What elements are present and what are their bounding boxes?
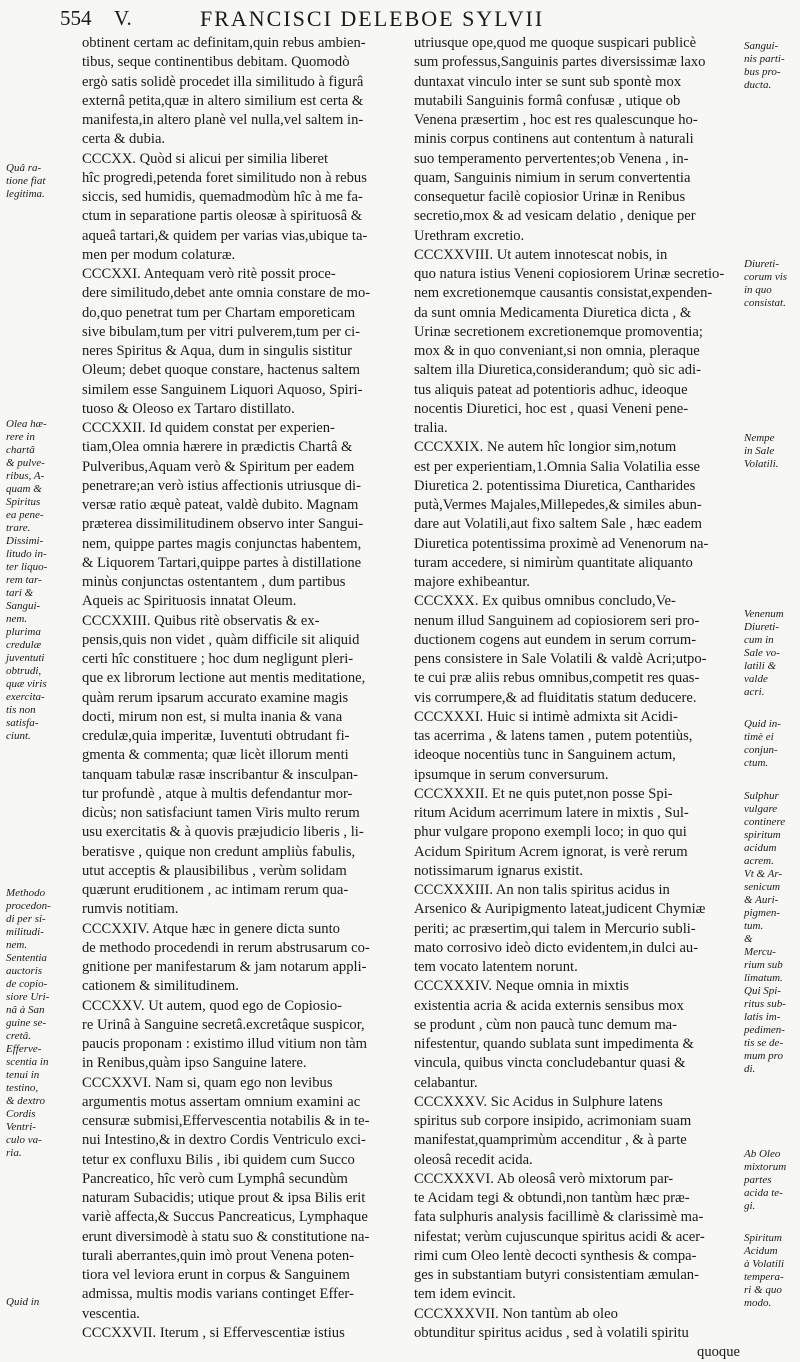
text-line: dere similitudo,debet ante omnia constare de mo- <box>82 285 371 302</box>
margin-note-line: in quo <box>744 284 772 296</box>
text-line: putà,Vermes Majales,Millepedes,& similes abun- <box>414 497 702 513</box>
margin-note-line: tis non <box>6 704 36 716</box>
text-line: Arsenico & Auripigmento lateat,judicent Chymiæ <box>414 901 706 918</box>
margin-note-line: Nempe <box>744 432 775 444</box>
margin-note-line: acida te- <box>744 1187 783 1199</box>
text-line: tas acerrima , & latens tamen , putem potentiùs, <box>414 728 693 744</box>
text-line: sum professus,Sanguinis partes diversissimæ laxo <box>414 54 706 71</box>
margin-note-line: cum in <box>744 634 774 646</box>
text-line: beratisve , quique non credunt ampliùs fabulis, <box>82 843 356 860</box>
margin-note-line: timè ei <box>744 731 774 743</box>
margin-note-line: Sangui- <box>744 40 779 52</box>
text-line: in Renibus,quàm ipso Sanguine latere. <box>82 1055 307 1072</box>
text-line: CCCXXXVII. Non tantùm ab oleo <box>414 1305 618 1322</box>
header-mark: V. <box>114 6 132 30</box>
text-line: majore exhibeantur. <box>414 574 530 590</box>
text-line: Urethram excretio. <box>414 227 525 244</box>
text-line: vis corrumpere,& ad fluiditatis statum deducere. <box>414 689 697 706</box>
margin-note-line: ctum. <box>744 757 769 769</box>
text-line: fata sulphuris analysis facillimè & clarissimè ma- <box>414 1209 704 1226</box>
text-line: existentia acria & acida externis sensibus mox <box>414 997 684 1014</box>
text-line: CCCXXXIV. Neque omnia in mixtis <box>414 978 629 995</box>
text-line: pens consistere in Sale Volatili & valdè Acri;utpo- <box>414 651 707 667</box>
text-line: utriusque ope,quod me quoque suspicari publicè <box>414 35 697 51</box>
text-line: variè affecta,& Succus Pancreaticus, Lymphaque <box>82 1209 368 1226</box>
text-line: CCCXXVIII. Ut autem innotescat nobis, in <box>414 246 668 263</box>
margin-note-line: ri & quo <box>744 1284 782 1296</box>
text-line: tetur ex confluxu Bilis , ibi quidem cum Succo <box>82 1151 355 1168</box>
margin-note-line: Quâ ra- <box>6 162 42 174</box>
margin-note-line: mum pro <box>744 1050 784 1062</box>
text-line: dare aut Volatili,aut fixo saltem Sale , hæc eadem <box>414 516 703 533</box>
margin-note-line: nem. <box>6 939 28 951</box>
text-line: tibus, seque continentibus debitam. Quomodò <box>82 54 350 71</box>
text-line: docti, mirum non est, si multa inania & vana <box>82 708 343 725</box>
margin-note-line: tum. <box>744 920 764 932</box>
text-line: siccis, sed humidis, quemadmodùm hîc à me fa- <box>82 189 363 205</box>
right-margin-note <box>744 1148 798 1213</box>
margin-note-line: Qui Spi- <box>744 985 781 997</box>
text-line: te cui præ aliis rebus omnibus,competit res quas- <box>414 670 700 687</box>
text-line: nenum illud Sanguinem ad copiosiorem seri pro- <box>414 612 700 629</box>
margin-note-line: litudo in- <box>6 548 47 560</box>
text-line: obtinent certam ac definitam,quin rebus ambien- <box>82 35 366 51</box>
margin-note-line: Ab Oleo <box>744 1148 781 1160</box>
text-line: minis corpus continens aut contentum à naturali <box>414 131 694 148</box>
text-line: nifestentur, quando sublata sunt impedimenta & <box>414 1036 694 1052</box>
text-line: paucis proponam : existimo illud vitium non tàm <box>82 1036 367 1052</box>
margin-note-line: cretâ. <box>6 1030 31 1042</box>
text-line: & Liquorem Tartari,quippe partes à distillatione <box>82 554 362 571</box>
text-line: tem idem evincit. <box>414 1286 516 1303</box>
text-line: sive bibulam,tum per vitri pulverem,tum per ci- <box>82 323 361 340</box>
right-margin-note <box>744 868 798 1076</box>
margin-note-line: juventuti <box>6 652 45 664</box>
text-line: credulæ,quia imperitæ, Iuventuti obtrudant fi- <box>82 728 350 744</box>
text-line: ideoque nocentiùs tunc in Sanguinem actum, <box>414 747 676 764</box>
text-line: hîc progredi,petenda foret similitudo non à rebus <box>82 169 367 186</box>
text-line: que ex librorum lectione aut mentis meditatione, <box>82 670 366 687</box>
margin-note-line: trare. <box>6 522 31 534</box>
margin-note-line: acrem. <box>744 855 774 867</box>
margin-note-line: tis se de- <box>744 1037 784 1049</box>
text-line: Oleum; debet quoque constare, hactenus saltem <box>82 362 361 379</box>
text-line: CCCXX. Quòd si alicui per similia liberet <box>82 150 329 167</box>
margin-note-line: bus pro- <box>744 66 781 78</box>
text-line: certi hîc constituere ; hoc dum negligunt pleri- <box>82 651 354 667</box>
text-line: gnitione per manifestarum & jam notarum appli- <box>82 959 367 975</box>
margin-note-line: partes <box>744 1174 772 1186</box>
text-line: rimi cum Oleo lentè decocti synthesis & compa- <box>414 1247 697 1264</box>
text-line: certa & dubia. <box>82 131 166 148</box>
left-margin-note <box>6 887 78 1160</box>
margin-note-line: rium sub <box>744 959 783 971</box>
text-line: CCCXXXVI. Ab oleosâ verò mixtorum par- <box>414 1170 674 1187</box>
text-line: tiam,Olea omnia hærere in prædictis Chartâ & <box>82 439 353 456</box>
text-line: tuoso & Oleoso ex Tartaro distillato. <box>82 400 295 417</box>
margin-note-line: valde <box>744 673 768 685</box>
text-line: CCCXXVI. Nam si, quam ego non levibus <box>82 1074 333 1091</box>
text-line: cationem & similitudinem. <box>82 978 239 995</box>
text-line: Aqueis ac Spirituosis innatat Oleum. <box>82 593 297 610</box>
text-line: se produnt , cùm non paucà tunc demum ma- <box>414 1016 678 1033</box>
text-line: Venena præsertim , hoc est res qualescunque ho- <box>414 112 698 128</box>
margin-note-line: tari & <box>6 587 34 599</box>
text-line: mato corrosivo ideò dicto evidentem,in dulci au- <box>414 939 699 956</box>
margin-note-line: mixtorum <box>744 1161 787 1173</box>
text-line: rumvis notitiam. <box>82 901 179 918</box>
text-line: CCCXXXII. Et ne quis putet,non posse Spi- <box>414 785 673 802</box>
margin-note-line: militudi- <box>6 926 44 938</box>
margin-note-line: Mercu- <box>744 946 776 958</box>
left-margin-note <box>6 418 78 743</box>
text-line: præterea dissimilitudinem observo inter Sangui- <box>82 516 364 533</box>
text-line: tralia. <box>414 420 448 436</box>
margin-note-line: & pulve- <box>6 457 45 469</box>
text-line: oleosâ recedit acida. <box>414 1151 533 1168</box>
text-line: ctum in separatione partis oleosæ à spirituosâ & <box>82 208 363 225</box>
margin-note-line: nem. <box>6 613 28 625</box>
margin-note-line: testino, <box>6 1082 39 1094</box>
right-margin-note <box>744 790 798 868</box>
margin-note-line: Sententia <box>6 952 47 964</box>
margin-note-line: quæ viris <box>6 678 47 690</box>
text-line: secretio,mox & ad vesicam delatio , denique per <box>414 208 696 225</box>
page-number: 554 <box>60 6 92 30</box>
text-line: versæ ratio æquè pateat, valdè dubito. Magnam <box>82 497 359 513</box>
text-line: turali aberrantes,quin imò prout Venena poten- <box>82 1247 355 1264</box>
margin-note-line: Spiritus <box>6 496 41 508</box>
text-line: CCCXXX. Ex quibus omnibus concludo,Ve- <box>414 593 676 610</box>
text-line: duntaxat vinculo inter se sunt sub spontè mox <box>414 73 682 90</box>
text-line: ergò satis solidè procedet illa similitudo à figurâ <box>82 73 364 90</box>
text-line: argumentis motus assertam omnium examini ac <box>82 1093 361 1110</box>
margin-note-line: ria. <box>6 1147 22 1159</box>
margin-note-line: Methodo <box>6 887 46 899</box>
text-line: CCCXXXIII. An non talis spiritus acidus in <box>414 882 670 898</box>
margin-note-line: gi. <box>744 1200 756 1212</box>
margin-note-line: acri. <box>744 686 765 698</box>
margin-note-line: senicum <box>744 881 781 893</box>
text-line: Diuretica 2. potentissima Diuretica, Cantharides <box>414 477 696 494</box>
margin-note-line: Sale vo- <box>744 647 780 659</box>
margin-note-line: Cordis <box>6 1108 36 1120</box>
text-line: tem vocato latentem norunt. <box>414 959 578 975</box>
text-line: dicùs; non satisfaciunt tamen Viris multo rerum <box>82 805 360 821</box>
margin-note-line: limatum. <box>744 972 783 984</box>
text-line: quo natura istius Veneni copiosiorem Urinæ secretio- <box>414 266 725 282</box>
text-line: men per modum colaturæ. <box>82 246 236 263</box>
text-line: tiora vel leviora erunt in corpus & Sanguinem <box>82 1267 350 1283</box>
text-line: est per experientiam,1.Omnia Salia Volatilia esse <box>414 458 700 475</box>
text-line: Acidum Spiritum Acrem ignorat, is verè rerum <box>414 843 688 860</box>
text-line: pensis,quis non videt , quàm difficile sit aliquid <box>82 631 360 648</box>
margin-note-line: Spiritum <box>744 1232 782 1244</box>
margin-note-line: acidum <box>744 842 777 854</box>
margin-note-line: ribus, A- <box>6 470 45 482</box>
text-line: tus aliquis pateat ad potentioris adhuc, ideoque <box>414 381 688 398</box>
margin-note-line: Sangui- <box>6 600 41 612</box>
margin-note-line: consistat. <box>744 297 786 309</box>
margin-note-line: chartâ <box>6 444 35 456</box>
text-line: vescentia. <box>82 1305 140 1322</box>
margin-note-line: credulæ <box>6 639 42 651</box>
margin-note-line: pigmen- <box>744 907 781 919</box>
text-line: aqueâ tartari,& quidem per varias vias,ubique ta- <box>82 227 368 244</box>
text-line: re Urinâ à Sanguine secretâ.excretâque suspicor, <box>82 1016 365 1033</box>
margin-note-line: ritus sub- <box>744 998 786 1010</box>
margin-note-line: Ventri- <box>6 1121 36 1133</box>
text-line: te Acidam tegi & obtundi,non tantùm hæc præ- <box>414 1190 690 1206</box>
text-line: naturam Subacidis; utique prout & ipsa Bilis erit <box>82 1190 366 1206</box>
text-line: neres Spiritus & Aqua, dum in singulis sistitur <box>82 343 352 359</box>
margin-note-line: Quid in <box>6 1296 40 1308</box>
text-line: admissa, multis modis varians continget Effer- <box>82 1286 354 1303</box>
margin-note-line: exercita- <box>6 691 45 703</box>
margin-note-line: Efferve- <box>6 1043 42 1055</box>
margin-note-line: di per si- <box>6 913 46 925</box>
text-line: turam accedere, si nimirùm quantitate aliquanto <box>414 554 693 571</box>
margin-note-line: corum vis <box>744 271 788 283</box>
margin-note-line: modo. <box>744 1297 772 1309</box>
text-line: manifesta,in altero planè vel nulla,vel saltem in- <box>82 112 364 128</box>
text-line: Pulveribus,Aquam verò & Spiritum per eadem <box>82 458 355 475</box>
margin-note-line: tenui in <box>6 1069 40 1081</box>
margin-note-line: rere in <box>6 431 35 443</box>
catchword: quoque <box>697 1344 740 1360</box>
right-margin-note <box>744 608 798 699</box>
margin-note-line: plurima <box>6 626 41 638</box>
right-margin-note <box>744 40 798 92</box>
text-line: notissimarum ignarus existit. <box>414 862 584 879</box>
margin-note-line: culo va- <box>6 1134 42 1146</box>
text-line: nocentis Diuretici, hoc est , quasi Veneni pene- <box>414 400 689 417</box>
margin-note-line: & Auri- <box>744 894 779 906</box>
margin-note-line: nâ à San <box>6 1004 45 1016</box>
text-line: ipsumque in serum conversurum. <box>414 766 609 783</box>
margin-note-line: Vt & Ar- <box>744 868 783 880</box>
margin-note-line: Sulphur <box>744 790 779 802</box>
text-line: gmenta & commenta; quæ licèt illorum menti <box>82 747 349 764</box>
text-line: nem excretionemque causantis consistat,expenden- <box>414 285 713 302</box>
margin-note-line: Volatili. <box>744 458 779 470</box>
text-line: de methodo procedendi in rerum abstrusarum co- <box>82 939 370 956</box>
text-line: minùs conjunctas ostentantem , dum partibus <box>82 574 346 590</box>
margin-note-line: pedimen- <box>744 1024 785 1036</box>
margin-note-line: procedon- <box>6 900 51 912</box>
text-line: celabantur. <box>414 1074 478 1091</box>
margin-note-line: Quid in- <box>744 718 781 730</box>
margin-note-line: & <box>744 933 753 945</box>
text-line: Urinæ secretionem excretionemque promoventia; <box>414 323 703 340</box>
text-line: CCCXXIV. Atque hæc in genere dicta sunto <box>82 920 340 937</box>
margin-note-line: Diureti- <box>744 258 780 270</box>
margin-note-line: Venenum <box>744 608 784 620</box>
text-line: erunt diversimodè à statu suo & constitutione na- <box>82 1228 370 1245</box>
margin-note-line: scentia in <box>6 1056 49 1068</box>
text-line: manifestat,quamprimùm accenditur , & à parte <box>414 1132 687 1149</box>
text-line: Diuretica potentissima proximè ad Venenorum na- <box>414 535 709 552</box>
text-line: da sunt omnia Medicamenta Diuretica dicta , & <box>414 304 692 321</box>
margin-note-line: guine se- <box>6 1017 47 1029</box>
text-line: tanquam tabulæ rasæ inscribantur & insculpan- <box>82 766 359 783</box>
page-header <box>60 4 740 34</box>
text-line: CCCXXIX. Ne autem hîc longior sim,notum <box>414 439 677 456</box>
margin-note-line: nis parti- <box>744 53 785 65</box>
margin-note-line: in Sale <box>744 445 775 457</box>
left-text-column <box>82 34 404 1343</box>
margin-note-line: di. <box>744 1063 756 1075</box>
text-line: obtunditur spiritus acidus , sed à volatili spiritu <box>414 1324 689 1341</box>
margin-note-line: rem tar- <box>6 574 42 586</box>
text-line: saltem illa Diuretica,considerandum; quò sic adi- <box>414 362 701 379</box>
running-head: FRANCISCI DELEBOE SYLVII <box>200 6 545 31</box>
margin-note-line: Acidum <box>744 1245 778 1257</box>
text-line: ductionem cogens aut eundem in serum corrum- <box>414 631 697 648</box>
text-line: CCCXXIII. Quibus ritè observatis & ex- <box>82 612 320 629</box>
right-margin-note <box>744 718 798 770</box>
margin-note-line: latili & <box>744 660 777 672</box>
margin-note-line: continere <box>744 816 786 828</box>
text-line: ges in substantiam butyri consistentiam æmulan- <box>414 1267 699 1283</box>
text-line: usu exercitatis & à quovis præjudicio liberis , li- <box>82 824 364 841</box>
right-margin-note <box>744 258 798 310</box>
margin-note-line: satisfa- <box>6 717 39 729</box>
margin-note-line: latis im- <box>744 1011 781 1023</box>
text-line: spiritus sub corpore insipido, acrimoniam suam <box>414 1113 692 1129</box>
text-line: CCCXXV. Ut autem, quod ego de Copiosio- <box>82 997 342 1014</box>
text-line: censuræ submisi,Effervescentia notabilis & in te- <box>82 1113 370 1129</box>
text-line: phur vulgare propono exempli loco; in quo qui <box>414 824 687 841</box>
margin-note-line: à Volatili <box>744 1258 785 1270</box>
text-line: similem esse Sanguinem Liquori Aquoso, Spiri- <box>82 381 363 398</box>
left-margin-note <box>6 162 78 201</box>
text-line: utut acceptis & plausibilibus , verùm solidam <box>82 862 347 879</box>
text-line: quàm rerum ipsarum accurato examine magis <box>82 689 349 706</box>
margin-note-line: Olea hæ- <box>6 418 47 430</box>
margin-note-line: de copio- <box>6 978 48 990</box>
text-line: CCCXXVII. Iterum , si Effervescentiæ istius <box>82 1324 345 1341</box>
right-text-column <box>414 34 740 1362</box>
text-line: suo temperamento pervertentes;ob Venena , in- <box>414 150 689 167</box>
margin-note-line: ducta. <box>744 79 772 91</box>
text-line: tur profundè , atque à multis defendantur mor- <box>82 785 353 802</box>
margin-note-line: Diureti- <box>744 621 780 633</box>
margin-note-line: obtrudi, <box>6 665 42 677</box>
text-line: Pancreatico, hîc verò cum Lymphâ secundùm <box>82 1170 348 1187</box>
margin-note-line: ea pene- <box>6 509 44 521</box>
text-line: externâ petita,quæ in altero similium est certa & <box>82 92 364 109</box>
text-line: ritum Acidum acerrimum latere in mixtis , Sul- <box>414 805 689 821</box>
margin-note-line: auctoris <box>6 965 43 977</box>
text-line: mox & in quo conveniant,si non omnia, pleraque <box>414 343 700 359</box>
text-line: CCCXXXI. Huic si intimè admixta sit Acidi- <box>414 708 678 725</box>
margin-note-line: ciunt. <box>6 730 31 742</box>
text-line: CCCXXII. Id quidem constat per experien- <box>82 420 335 436</box>
text-line: periti; ac præsertim,qui talem in Mercurio subli- <box>414 920 696 937</box>
margin-note-line: tempera- <box>744 1271 784 1283</box>
text-line: nifestat; verùm cujuscunque spiritus acidi & acer- <box>414 1228 705 1245</box>
margin-note-line: spiritum <box>744 829 781 841</box>
text-line: nem, quippe partes magis conjunctas habentem, <box>82 535 362 552</box>
margin-note-line: siore Uri- <box>6 991 50 1003</box>
text-line: quam, Sanguinis nimium in serum convertentia <box>414 169 691 186</box>
margin-note-line: & dextro <box>6 1095 45 1107</box>
right-margin-note <box>744 432 798 471</box>
text-line: vincula, quibus vincta concludebantur quasi & <box>414 1055 686 1072</box>
margin-note-line: ter liquo- <box>6 561 48 573</box>
text-line: mutabili Sanguinis formâ confusæ , utique ob <box>414 92 681 109</box>
text-line: nui Intestino,& in dextro Cordis Ventriculo exci- <box>82 1132 366 1149</box>
margin-note-line: quam & <box>6 483 42 495</box>
left-margin-note <box>6 1296 78 1309</box>
text-line: do,quo penetrat tum per Chartam emporeticam <box>82 304 356 321</box>
text-line: CCCXXXV. Sic Acidus in Sulphure latens <box>414 1093 663 1110</box>
margin-note-line: vulgare <box>744 803 778 815</box>
text-line: penetrare;an verò istius affectionis utriusque di- <box>82 477 361 494</box>
text-line: consequetur facilè copiosior Urinæ in Renibus <box>414 189 686 205</box>
margin-note-line: Dissimi- <box>6 535 44 547</box>
margin-note-line: legitima. <box>6 188 45 200</box>
text-line: quærunt eruditionem , ac intimam rerum qua- <box>82 882 349 898</box>
text-line: CCCXXI. Antequam verò ritè possit proce- <box>82 266 336 282</box>
margin-note-line: tione fiat <box>6 175 46 187</box>
right-margin-note <box>744 1232 798 1310</box>
margin-note-line: conjun- <box>744 744 778 756</box>
